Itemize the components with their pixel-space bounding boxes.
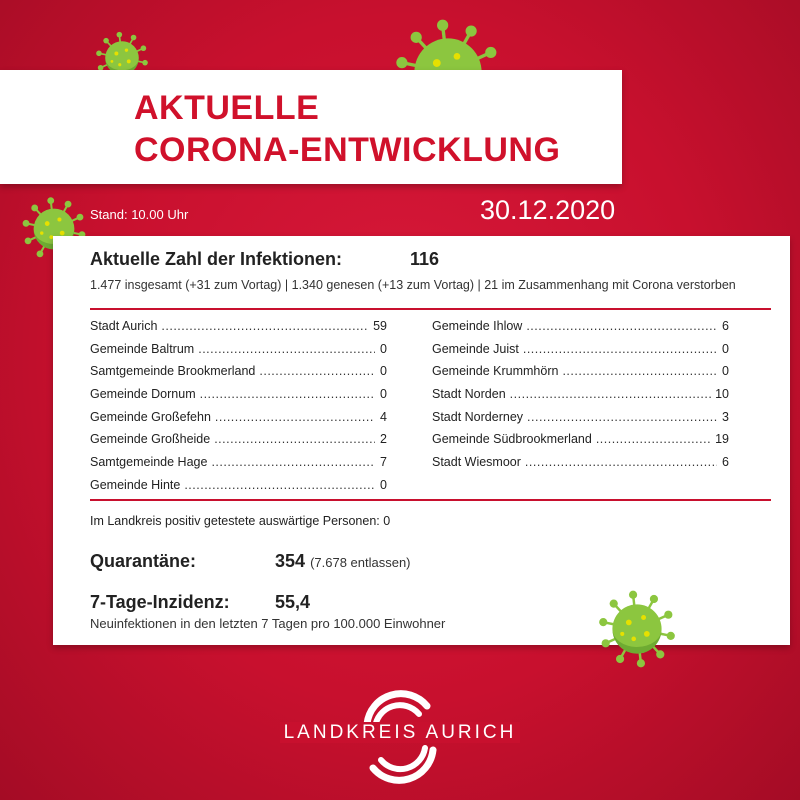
municipality-row [432,455,729,478]
dot-leader [211,455,375,469]
municipality-row [90,319,387,342]
municipality-name: Gemeinde Großefehn [90,409,211,424]
municipality-row [90,478,387,501]
municipality-value: 0 [380,477,387,492]
municipality-list-left [90,319,387,501]
municipality-value: 2 [380,432,387,447]
dot-leader [525,455,717,469]
title-banner [0,70,622,184]
stand-time: Stand: 10.00 Uhr [90,207,189,222]
municipality-row [90,364,387,387]
municipality-row [432,387,729,410]
infections-label: Aktuelle Zahl der Infektionen: [90,249,343,269]
incidence-note: Neuinfektionen in den letzten 7 Tagen pro 100.000 Einwohner [90,616,446,631]
municipality-row [432,364,729,387]
dot-leader [184,478,375,492]
municipality-value: 0 [380,364,387,379]
divider [90,499,771,501]
municipality-name: Gemeinde Juist [432,341,519,356]
virus-icon [596,588,678,670]
municipality-value: 0 [380,341,387,356]
quarantine-value-wrap [275,551,411,572]
quarantine-value: 354 [275,551,306,571]
municipality-name: Stadt Norderney [432,409,524,424]
dot-leader [214,432,375,446]
dot-leader [215,410,375,424]
municipality-row [90,387,387,410]
infections-detail: 1.477 insgesamt (+31 zum Vortag) | 1.340 genesen (+13 zum Vortag) | 21 im Zusammenhang mit Corona verstorben [90,278,736,292]
municipality-value: 59 [373,319,387,333]
municipality-name: Gemeinde Großheide [90,432,211,447]
municipality-value: 3 [722,409,729,424]
dot-leader [526,319,717,333]
municipality-row [90,342,387,365]
municipality-name: Stadt Wiesmoor [432,455,521,470]
page-title-line1: AKTUELLE [134,89,320,127]
dot-leader [596,432,711,446]
page-title-line2: CORONA-ENTWICKLUNG [134,131,561,169]
incidence-label: 7-Tage-Inzidenz: [90,592,230,612]
quarantine-label: Quarantäne: [90,551,197,571]
municipality-row [90,410,387,433]
municipality-list-right [432,319,729,478]
logo-text [0,722,800,744]
dot-leader [562,364,717,378]
incidence-value: 55,4 [275,592,311,612]
municipality-name: Gemeinde Südbrookmerland [432,432,592,447]
municipality-row [432,432,729,455]
municipality-row [90,455,387,478]
dot-leader [510,387,711,401]
municipality-name: Stadt Norden [432,387,506,402]
quarantine-note: (7.678 entlassen) [310,555,411,570]
municipality-name: Gemeinde Ihlow [432,319,523,333]
municipality-value: 7 [380,455,387,470]
dot-leader [200,387,375,401]
municipality-value: 6 [722,455,729,470]
municipality-value: 10 [715,387,729,402]
external-persons: Im Landkreis positiv getestete auswärtige Personen: 0 [90,514,391,528]
infections-value: 116 [410,249,440,269]
municipality-value: 0 [380,387,387,402]
dot-leader [527,410,717,424]
dot-leader [259,364,375,378]
municipality-name: Stadt Aurich [90,319,158,333]
dot-leader [523,342,717,356]
municipality-value: 19 [715,432,729,447]
logo-label: LANDKREIS AURICH [280,722,521,743]
municipality-name: Gemeinde Krummhörn [432,364,559,379]
municipality-name: Gemeinde Dornum [90,387,196,402]
municipality-name: Samtgemeinde Brookmerland [90,364,256,379]
dot-leader [198,342,375,356]
report-date: 30.12.2020 [480,195,616,225]
municipality-name: Samtgemeinde Hage [90,455,208,470]
municipality-name: Gemeinde Baltrum [90,341,195,356]
municipality-value: 4 [380,409,387,424]
municipality-row [90,432,387,455]
municipality-row [432,319,729,342]
municipality-name: Gemeinde Hinte [90,477,181,492]
divider [90,308,771,310]
dot-leader [161,319,369,333]
municipality-row [432,342,729,365]
municipality-value: 6 [722,319,729,333]
municipality-value: 0 [722,341,729,356]
municipality-value: 0 [722,364,729,379]
stats-card [53,236,790,645]
municipality-row [432,410,729,433]
